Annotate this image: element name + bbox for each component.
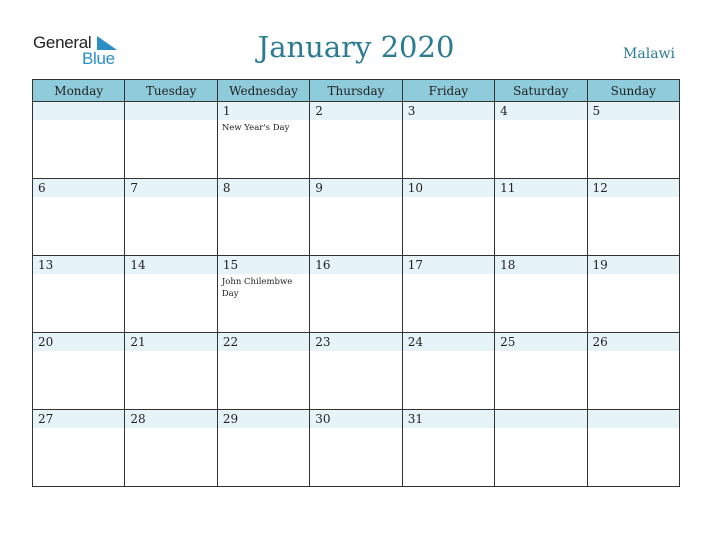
weekday-header: Sunday [587,80,679,102]
calendar-grid [32,79,680,487]
day-band [495,102,586,120]
day-number: 9 [315,181,323,195]
day-number: 24 [407,335,423,349]
week-row [33,333,680,410]
day-cell [587,179,679,256]
day-number: 22 [222,335,239,349]
day-cell [310,179,402,256]
day-cell [587,333,679,410]
day-cell [587,410,679,487]
day-number: 17 [407,258,423,272]
day-number: 5 [592,104,601,118]
day-band [310,102,401,120]
weekday-header: Thursday [310,80,402,102]
day-number: 18 [500,258,516,272]
country-label: Malawi [623,46,675,62]
weekday-header: Tuesday [125,80,217,102]
day-cell [310,333,402,410]
day-cell [217,256,309,333]
day-cell [125,410,217,487]
day-number: 10 [407,181,423,195]
day-number: 14 [130,258,146,272]
day-number: 4 [500,104,508,118]
day-number: 15 [222,258,239,272]
day-cell [495,410,587,487]
day-band [33,102,124,120]
day-number: 13 [38,258,54,272]
holiday-label: New Year's Day [221,123,290,133]
day-number: 12 [592,181,608,195]
day-cell [217,410,309,487]
day-band [588,102,679,120]
day-number: 20 [38,335,54,349]
day-cell [402,102,494,179]
day-number: 28 [130,412,146,426]
weekday-header: Saturday [495,80,587,102]
day-cell [402,256,494,333]
day-cell [495,102,587,179]
day-number: 25 [500,335,516,349]
weekday-header-row [33,80,680,102]
day-cell [33,179,125,256]
logo-text-general: General [33,33,92,52]
calendar-title: January 2020 [257,30,455,64]
day-cell [217,333,309,410]
week-row [33,179,680,256]
day-number: 2 [315,104,323,118]
holiday-label: John Chilembwe Day [221,277,293,299]
day-cell [125,179,217,256]
day-band [218,102,309,120]
day-cell [125,256,217,333]
day-band [33,179,124,197]
day-cell [587,102,679,179]
day-cell [495,256,587,333]
weekday-header: Monday [33,80,125,102]
week-row [33,102,680,179]
weekday-header: Friday [402,80,494,102]
day-number: 31 [407,412,423,426]
day-number: 8 [222,181,231,195]
day-cell [125,333,217,410]
day-band [310,179,401,197]
day-number: 6 [38,181,46,195]
day-band [588,410,679,428]
week-row [33,410,680,487]
day-cell [125,102,217,179]
day-cell [33,256,125,333]
day-number: 3 [407,104,416,118]
day-number: 27 [38,412,54,426]
day-cell [587,256,679,333]
day-number: 29 [222,412,239,426]
day-number: 26 [592,335,608,349]
day-cell [310,102,402,179]
day-cell [310,256,402,333]
day-number: 16 [315,258,331,272]
day-band [495,410,586,428]
day-number: 23 [315,335,331,349]
day-cell [402,179,494,256]
day-cell [402,410,494,487]
day-band [218,179,309,197]
day-cell [33,410,125,487]
day-cell [402,333,494,410]
day-number: 1 [222,104,231,118]
day-number: 30 [315,412,331,426]
day-band [125,179,216,197]
day-number: 7 [130,181,139,195]
day-cell [33,102,125,179]
day-number: 21 [130,335,146,349]
day-cell [217,179,309,256]
day-band [403,102,494,120]
weekday-header: Wednesday [217,80,309,102]
day-cell [495,333,587,410]
day-number: 19 [592,258,608,272]
day-cell [33,333,125,410]
day-cell [217,102,309,179]
week-row [33,256,680,333]
logo-text-blue: Blue [82,49,115,68]
day-cell [495,179,587,256]
day-cell [310,410,402,487]
day-band [125,102,216,120]
day-number: 11 [500,181,516,195]
